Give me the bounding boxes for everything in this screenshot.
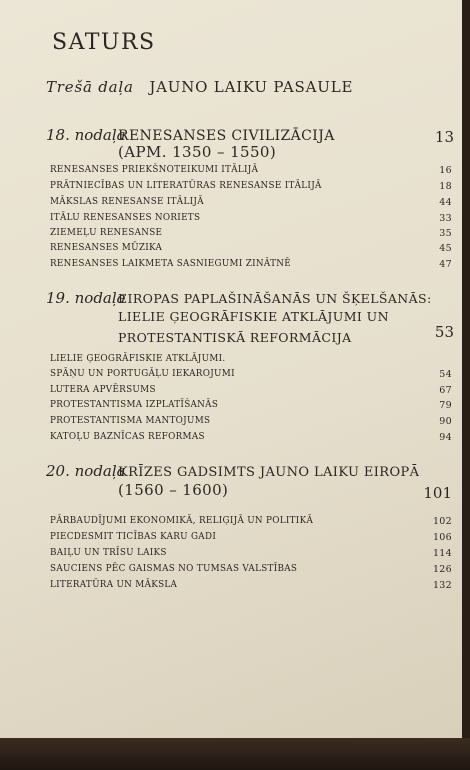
toc-entry-title: PROTESTANTISMA MANTOJUMS [50, 416, 211, 426]
toc-entry-page: 47 [439, 259, 452, 270]
toc-entry-title: RENESANSES PRIEKŠNOTEIKUMI ITĀLIJĀ [50, 165, 259, 175]
toc-entry-page: 94 [439, 432, 452, 443]
chapter-label: 18. nodaļa [46, 126, 126, 144]
toc-entry [50, 532, 452, 542]
chapter-title: EIROPAS PAPLAŠINĀŠANĀS UN ŠĶELŠANĀS: [118, 291, 432, 306]
toc-entry [50, 564, 452, 574]
part-label: Trešā daļa [46, 78, 134, 96]
toc-entry-title: KATOĻU BAZNĪCAS REFORMAS [50, 432, 205, 442]
toc-entry-title: PROTESTANTISMA IZPLATĪŠANĀS [50, 400, 219, 410]
chapter-subtitle: (1560 – 1600) [118, 481, 229, 499]
toc-entry-page: 132 [432, 580, 452, 591]
toc-entry [50, 181, 452, 191]
toc-entry [50, 213, 452, 223]
chapter-page-number: 53 [434, 323, 454, 341]
toc-entry-title: PĀRBAUDĪJUMI EKONOMIKĀ, RELIĢIJĀ UN POLITIKĀ [50, 516, 314, 526]
toc-entry-page: 54 [439, 369, 452, 380]
toc-entry-page: 18 [439, 181, 452, 192]
table-surface [0, 738, 470, 770]
toc-entry-title: PRĀTNIECĪBAS UN LITERATŪRAS RENESANSE ITĀLIJĀ [50, 181, 322, 191]
chapter-subtitle: (APM. 1350 – 1550) [118, 143, 277, 161]
chapter-18-heading [46, 126, 335, 144]
chapter-subtitle: PROTESTANTISKĀ REFORMĀCIJA [118, 330, 352, 345]
toc-entry-title: LUTERA APVĒRSUMS [50, 385, 156, 395]
toc-entry-page: 126 [432, 564, 452, 575]
toc-entry-page: 106 [432, 532, 452, 543]
toc-entry [50, 580, 452, 590]
toc-entry-page: 35 [439, 228, 452, 239]
toc-entry-page: 45 [439, 243, 452, 254]
chapter-page-number: 13 [434, 128, 454, 146]
toc-entry-page: 90 [439, 416, 452, 427]
toc-entry-title: LITERATŪRA UN MĀKSLA [50, 580, 178, 590]
toc-entry [50, 432, 452, 442]
chapter-19-heading [46, 289, 432, 307]
chapter-subtitle: LIELIE ĢEOGRĀFISKIE ATKLĀJUMI UN [118, 309, 389, 324]
toc-entry-page: 102 [432, 516, 452, 527]
toc-entry [50, 416, 452, 426]
toc-entry-page: 44 [439, 197, 452, 208]
toc-entry-title: RENESANSES LAIKMETA SASNIEGUMI ZINĀTNĒ [50, 259, 291, 269]
toc-entry [50, 548, 452, 558]
toc-entry-page: 67 [439, 385, 452, 396]
toc-entry-title: SPĀŅU UN PORTUGĀĻU IEKAROJUMI [50, 369, 235, 379]
toc-entry-title: MĀKSLAS RENESANSE ITĀLIJĀ [50, 197, 204, 207]
chapter-title: RENESANSES CIVILIZĀCIJA [118, 128, 335, 144]
chapter-title: KRĪZES GADSIMTS JAUNO LAIKU EIROPĀ [118, 465, 420, 480]
toc-entry [50, 165, 452, 175]
toc-entry-page: 33 [439, 213, 452, 224]
chapter-page-number: 101 [423, 484, 452, 502]
toc-entry-title: ZIEMEĻU RENESANSE [50, 228, 163, 238]
part-heading [46, 78, 353, 96]
toc-entry [50, 243, 452, 253]
toc-entry [50, 369, 452, 379]
toc-entry-page: 16 [439, 165, 452, 176]
toc-entry [50, 516, 452, 526]
toc-entry-title: PIECDESMIT TICĪBAS KARU GADI [50, 532, 217, 542]
chapter-20-heading [46, 462, 419, 480]
toc-entry [50, 354, 452, 364]
toc-entry-title: RENESANSES MŪZIKA [50, 243, 163, 253]
toc-entry [50, 400, 452, 410]
toc-entry [50, 385, 452, 395]
toc-entry [50, 228, 452, 238]
toc-entry-page: 79 [439, 400, 452, 411]
toc-entry-title: ITĀLU RENESANSES NORIETS [50, 213, 201, 223]
toc-entry [50, 197, 452, 207]
toc-entry-title: SAUCIENS PĒC GAISMAS NO TUMSAS VALSTĪBAS [50, 564, 298, 574]
toc-entry-title: LIELIE ĢEOGRĀFISKIE ATKLĀJUMI. [50, 354, 226, 364]
chapter-label: 19. nodaļa [46, 289, 126, 307]
part-title: JAUNO LAIKU PASAULE [149, 78, 354, 96]
page-title: SATURS [52, 30, 156, 55]
chapter-label: 20. nodaļa [46, 462, 126, 480]
toc-entry-page: 114 [432, 548, 452, 559]
toc-entry-title: BAIĻU UN TRĪSU LAIKS [50, 548, 167, 558]
toc-entry [50, 259, 452, 269]
